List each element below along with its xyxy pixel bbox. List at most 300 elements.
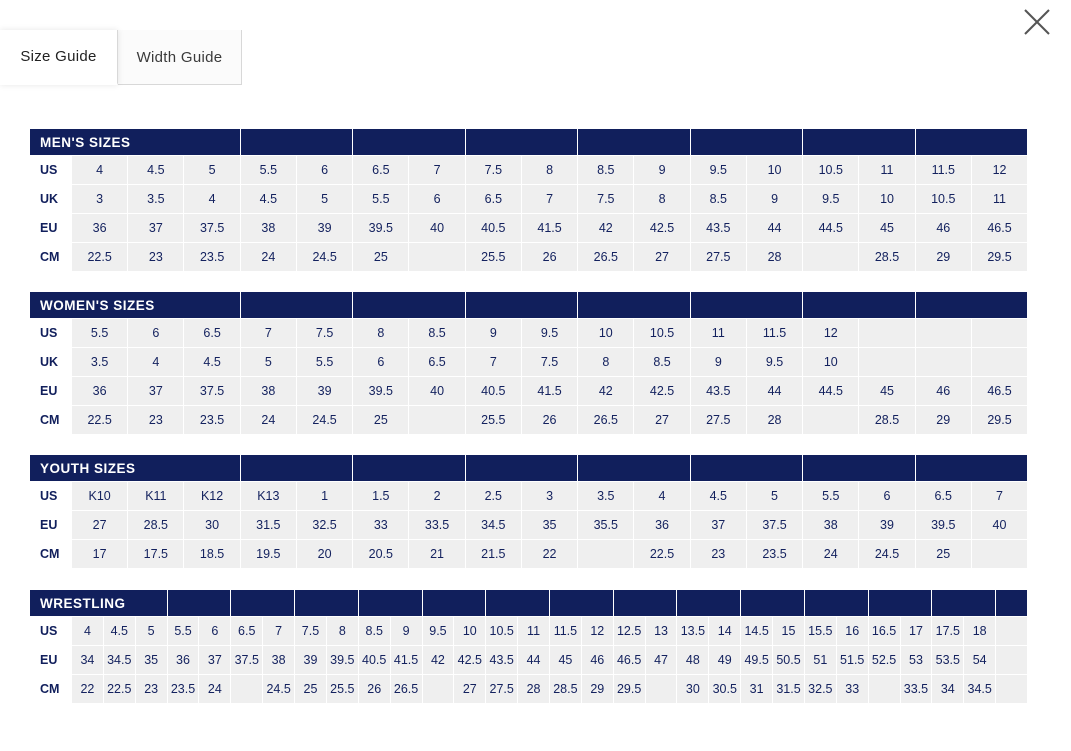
size-cell: 7 (521, 185, 577, 214)
size-cell: 4 (634, 482, 690, 511)
size-cell: 4.5 (240, 185, 296, 214)
size-cell: 45 (859, 214, 915, 243)
size-cell: 27.5 (690, 406, 746, 435)
size-cell: 37 (128, 214, 184, 243)
size-cell: 26 (521, 406, 577, 435)
size-cell (645, 675, 677, 704)
wrestling-sizes-body (30, 590, 1028, 704)
size-cell: 27.5 (690, 243, 746, 272)
table-row (30, 348, 1028, 377)
size-cell: 5.5 (353, 185, 409, 214)
table-header-cell (996, 590, 1028, 617)
size-cell: 42.5 (634, 377, 690, 406)
size-cell: 13 (645, 617, 677, 646)
row-label: UK (30, 185, 72, 214)
size-cell: 5.5 (167, 617, 199, 646)
size-cell: 40 (409, 377, 465, 406)
table-title: MEN'S SIZES (30, 129, 241, 156)
size-cell: 37.5 (746, 511, 802, 540)
size-cell: 10 (454, 617, 486, 646)
size-cell: 26.5 (578, 406, 634, 435)
size-cell: 34 (72, 646, 104, 675)
size-cell: 23.5 (184, 243, 240, 272)
size-cell: 9 (390, 617, 422, 646)
size-cell: 5.5 (296, 348, 352, 377)
size-cell: 22 (72, 675, 104, 704)
size-cell: 9 (634, 156, 690, 185)
size-cell: 7.5 (578, 185, 634, 214)
size-cell: 38 (803, 511, 859, 540)
table-header-cell (690, 455, 802, 482)
size-cell: 44.5 (803, 377, 859, 406)
size-cell: 31 (741, 675, 773, 704)
size-cell: 46.5 (971, 214, 1027, 243)
row-label: EU (30, 214, 72, 243)
size-cell: 11 (518, 617, 550, 646)
table-header-cell (465, 455, 577, 482)
size-cell: 43.5 (690, 377, 746, 406)
size-cell: 22 (521, 540, 577, 569)
table-header-row (30, 129, 1028, 156)
size-cell (996, 675, 1028, 704)
table-row (30, 646, 1028, 675)
table-header-cell (804, 590, 868, 617)
table-header-row (30, 455, 1028, 482)
size-cell: 8 (578, 348, 634, 377)
size-cell: 44.5 (803, 214, 859, 243)
size-cell: 23 (128, 243, 184, 272)
size-cell: 39.5 (353, 377, 409, 406)
size-cell: 8.5 (409, 319, 465, 348)
table-row (30, 185, 1028, 214)
table-row (30, 156, 1028, 185)
size-cell: 46 (915, 214, 971, 243)
size-cell: 30 (184, 511, 240, 540)
size-cell: 36 (634, 511, 690, 540)
size-cell: 5.5 (803, 482, 859, 511)
size-cell: 9.5 (746, 348, 802, 377)
size-cell: 37.5 (184, 214, 240, 243)
size-cell: 36 (167, 646, 199, 675)
size-cell: 48 (677, 646, 709, 675)
size-cell: 39 (295, 646, 327, 675)
size-cell: 26.5 (578, 243, 634, 272)
size-cell: 44 (746, 214, 802, 243)
size-cell: 5 (746, 482, 802, 511)
size-cell: 24.5 (296, 406, 352, 435)
size-cell: 23 (135, 675, 167, 704)
size-cell: 5 (296, 185, 352, 214)
size-cell: 26 (358, 675, 390, 704)
size-cell: 29 (581, 675, 613, 704)
size-cell: 7 (465, 348, 521, 377)
size-cell: 30.5 (709, 675, 741, 704)
table-header-cell (240, 129, 352, 156)
table-header-cell (915, 455, 1027, 482)
size-cell: 30 (677, 675, 709, 704)
size-cell: 37 (199, 646, 231, 675)
mens-sizes-body (30, 129, 1028, 272)
size-cell: 43.5 (486, 646, 518, 675)
size-cell: 35 (521, 511, 577, 540)
size-cell: 23.5 (167, 675, 199, 704)
size-cell: 28 (518, 675, 550, 704)
size-cell: 9.5 (422, 617, 454, 646)
size-cell: 16 (836, 617, 868, 646)
size-cell: 6 (353, 348, 409, 377)
table-row (30, 319, 1028, 348)
size-cell: 35.5 (578, 511, 634, 540)
size-cell: 6.5 (915, 482, 971, 511)
size-cell: 34.5 (103, 646, 135, 675)
table-header-cell (167, 590, 231, 617)
size-cell: 10.5 (634, 319, 690, 348)
size-cell: 11.5 (915, 156, 971, 185)
table-header-cell (868, 590, 932, 617)
table-header-cell (549, 590, 613, 617)
size-cell: 28 (746, 243, 802, 272)
size-cell: 7 (240, 319, 296, 348)
size-cell: 12.5 (613, 617, 645, 646)
size-cell: K11 (128, 482, 184, 511)
mens-sizes-table (29, 128, 1028, 272)
size-cell: 15 (773, 617, 805, 646)
size-cell: 6.5 (353, 156, 409, 185)
size-cell: 29.5 (971, 406, 1027, 435)
size-cell (971, 319, 1027, 348)
size-cell: 24 (803, 540, 859, 569)
size-cell: 33 (836, 675, 868, 704)
size-cell: K10 (72, 482, 128, 511)
size-cell: 31.5 (240, 511, 296, 540)
size-cell: 11 (971, 185, 1027, 214)
wrestling-sizes-table (29, 589, 1028, 704)
size-cell: 7.5 (296, 319, 352, 348)
table-row (30, 482, 1028, 511)
size-cell: 13.5 (677, 617, 709, 646)
table-header-cell (690, 292, 802, 319)
table-header-cell (578, 455, 690, 482)
size-cell: 9 (690, 348, 746, 377)
size-cell: 2 (409, 482, 465, 511)
size-cell (859, 319, 915, 348)
size-cell: 6 (128, 319, 184, 348)
size-cell: 42.5 (454, 646, 486, 675)
size-cell: 50.5 (773, 646, 805, 675)
size-cell (915, 348, 971, 377)
size-cell: 41.5 (521, 214, 577, 243)
size-cell: 3 (72, 185, 128, 214)
table-title: WOMEN'S SIZES (30, 292, 241, 319)
table-header-cell (803, 129, 915, 156)
size-cell: 42.5 (634, 214, 690, 243)
size-cell: 5.5 (240, 156, 296, 185)
size-cell: 22.5 (103, 675, 135, 704)
size-cell: 2.5 (465, 482, 521, 511)
size-cell: 47 (645, 646, 677, 675)
size-cell: 3 (521, 482, 577, 511)
size-cell: 9.5 (521, 319, 577, 348)
size-cell: 51.5 (836, 646, 868, 675)
size-cell: 40 (409, 214, 465, 243)
size-cell: 6.5 (184, 319, 240, 348)
size-cell (915, 319, 971, 348)
size-cell: 8 (521, 156, 577, 185)
size-cell: 46 (581, 646, 613, 675)
size-cell: 6 (296, 156, 352, 185)
table-header-cell (240, 292, 352, 319)
size-cell: 29.5 (613, 675, 645, 704)
size-cell: 6.5 (465, 185, 521, 214)
size-cell (409, 243, 465, 272)
row-label: US (30, 156, 72, 185)
size-cell: 8 (634, 185, 690, 214)
size-cell: 10.5 (915, 185, 971, 214)
table-header-row (30, 292, 1028, 319)
size-cell: 42 (422, 646, 454, 675)
size-cell: 39 (296, 214, 352, 243)
size-cell: 40.5 (465, 214, 521, 243)
size-cell: K12 (184, 482, 240, 511)
womens-sizes-body (30, 292, 1028, 435)
size-cell: 22.5 (72, 243, 128, 272)
table-header-cell (353, 129, 465, 156)
size-cell: 12 (581, 617, 613, 646)
size-cell: 8 (326, 617, 358, 646)
size-cell: 6 (859, 482, 915, 511)
table-header-cell (578, 129, 690, 156)
size-cell: 23 (690, 540, 746, 569)
row-label: EU (30, 646, 72, 675)
size-cell: 8 (353, 319, 409, 348)
size-cell (409, 406, 465, 435)
table-header-cell (741, 590, 805, 617)
size-cell: 23 (128, 406, 184, 435)
size-cell: 4.5 (184, 348, 240, 377)
size-cell: 5 (135, 617, 167, 646)
size-cell: 11.5 (549, 617, 581, 646)
size-cell: 23.5 (184, 406, 240, 435)
size-cell: 28.5 (549, 675, 581, 704)
size-cell: 24.5 (859, 540, 915, 569)
table-row (30, 243, 1028, 272)
table-header-cell (932, 590, 996, 617)
size-cell: 38 (240, 214, 296, 243)
size-cell: 9 (465, 319, 521, 348)
size-cell: 10 (578, 319, 634, 348)
size-cell: 11 (690, 319, 746, 348)
size-cell: 3.5 (72, 348, 128, 377)
size-cell: 27 (634, 406, 690, 435)
row-label: CM (30, 243, 72, 272)
size-cell: 17.5 (932, 617, 964, 646)
size-cell: 49 (709, 646, 741, 675)
size-cell: 6 (199, 617, 231, 646)
size-cell: 29.5 (971, 243, 1027, 272)
size-cell: 27 (454, 675, 486, 704)
tab-width-guide[interactable] (118, 30, 242, 85)
size-cell: 53 (900, 646, 932, 675)
size-cell: 9 (746, 185, 802, 214)
size-cell: 29 (915, 406, 971, 435)
size-cell: 4.5 (690, 482, 746, 511)
size-cell: 4 (184, 185, 240, 214)
size-cell: 37 (690, 511, 746, 540)
tab-size-guide-label: Size Guide (20, 48, 97, 65)
size-cell: 25 (353, 243, 409, 272)
size-cell: 33.5 (409, 511, 465, 540)
size-cell: 25 (915, 540, 971, 569)
table-header-cell (353, 455, 465, 482)
size-cell: 45 (859, 377, 915, 406)
table-header-cell (353, 292, 465, 319)
table-title: YOUTH SIZES (30, 455, 241, 482)
size-cell: 36 (72, 214, 128, 243)
size-cell: 1 (296, 482, 352, 511)
size-cell: 7 (263, 617, 295, 646)
size-cell (868, 675, 900, 704)
size-cell: 24 (240, 243, 296, 272)
row-label: US (30, 617, 72, 646)
size-cell: 46.5 (613, 646, 645, 675)
size-cell: 28 (746, 406, 802, 435)
row-label: CM (30, 406, 72, 435)
size-cell: 11.5 (746, 319, 802, 348)
size-cell (422, 675, 454, 704)
size-cell: 41.5 (390, 646, 422, 675)
size-cell: 51 (804, 646, 836, 675)
size-cell (996, 646, 1028, 675)
size-cell: 41.5 (521, 377, 577, 406)
size-cell: 37.5 (231, 646, 263, 675)
size-cell: 39 (859, 511, 915, 540)
youth-sizes-body (30, 455, 1028, 569)
size-cell: 17.5 (128, 540, 184, 569)
size-cell: 20 (296, 540, 352, 569)
size-cell: 33 (353, 511, 409, 540)
size-cell: 20.5 (353, 540, 409, 569)
size-cell: 24 (240, 406, 296, 435)
size-cell: 28.5 (128, 511, 184, 540)
size-cell: 44 (746, 377, 802, 406)
size-cell: 33.5 (900, 675, 932, 704)
size-cell: 9.5 (803, 185, 859, 214)
table-header-cell (613, 590, 677, 617)
table-row (30, 617, 1028, 646)
size-cell: 3.5 (128, 185, 184, 214)
tab-width-guide-label: Width Guide (136, 48, 223, 66)
table-row (30, 540, 1028, 569)
size-cell: 5 (240, 348, 296, 377)
size-cell: 39.5 (915, 511, 971, 540)
row-label: EU (30, 377, 72, 406)
tab-bar (0, 30, 1071, 86)
size-cell: 40.5 (358, 646, 390, 675)
table-header-cell (915, 292, 1027, 319)
size-cell (803, 406, 859, 435)
size-cell: 24.5 (263, 675, 295, 704)
size-cell: 25.5 (465, 243, 521, 272)
size-cell: 32.5 (296, 511, 352, 540)
size-cell: 25.5 (326, 675, 358, 704)
table-title: WRESTLING (30, 590, 168, 617)
youth-sizes-table (29, 454, 1028, 569)
size-cell: 25 (295, 675, 327, 704)
size-cell: 46 (915, 377, 971, 406)
table-header-cell (690, 129, 802, 156)
size-cell: 27 (634, 243, 690, 272)
size-cell: 45 (549, 646, 581, 675)
size-cell: 49.5 (741, 646, 773, 675)
size-cell: 39.5 (353, 214, 409, 243)
size-cell: 54 (964, 646, 996, 675)
size-cell: 11 (859, 156, 915, 185)
size-cell: 6.5 (409, 348, 465, 377)
size-cell: 5 (184, 156, 240, 185)
table-header-cell (358, 590, 422, 617)
size-cell: 4.5 (103, 617, 135, 646)
size-cell: 1.5 (353, 482, 409, 511)
size-cell: 6.5 (231, 617, 263, 646)
size-cell: 43.5 (690, 214, 746, 243)
size-cell: 25.5 (465, 406, 521, 435)
size-cell: 39.5 (326, 646, 358, 675)
size-cell: 37 (128, 377, 184, 406)
size-cell: 39 (296, 377, 352, 406)
row-label: CM (30, 675, 72, 704)
size-cell (803, 243, 859, 272)
table-header-cell (231, 590, 295, 617)
size-cell: 42 (578, 377, 634, 406)
size-cell: 31.5 (773, 675, 805, 704)
size-cell: 36 (72, 377, 128, 406)
row-label: US (30, 319, 72, 348)
size-cell: 40.5 (465, 377, 521, 406)
size-cell: 7 (971, 482, 1027, 511)
size-cell: 10.5 (486, 617, 518, 646)
row-label: UK (30, 348, 72, 377)
size-cell: 21 (409, 540, 465, 569)
size-cell: 46.5 (971, 377, 1027, 406)
table-row (30, 511, 1028, 540)
size-cell: 53.5 (932, 646, 964, 675)
size-cell (231, 675, 263, 704)
size-cell: 27 (72, 511, 128, 540)
table-row (30, 377, 1028, 406)
size-cell: 3.5 (578, 482, 634, 511)
table-header-row (30, 590, 1028, 617)
size-cell (996, 617, 1028, 646)
size-cell: 8.5 (358, 617, 390, 646)
size-cell: 18 (964, 617, 996, 646)
tab-size-guide[interactable] (0, 30, 118, 85)
size-cell: 32.5 (804, 675, 836, 704)
size-cell: 7 (409, 156, 465, 185)
size-cell: 40 (971, 511, 1027, 540)
size-cell: 8.5 (578, 156, 634, 185)
size-cell: 10 (803, 348, 859, 377)
size-cell: 37.5 (184, 377, 240, 406)
table-header-cell (578, 292, 690, 319)
table-header-cell (465, 292, 577, 319)
size-cell: 16.5 (868, 617, 900, 646)
size-cell: 21.5 (465, 540, 521, 569)
size-cell: 10 (859, 185, 915, 214)
size-cell: 34.5 (964, 675, 996, 704)
table-header-cell (803, 455, 915, 482)
size-cell: 10.5 (803, 156, 859, 185)
size-cell: 34.5 (465, 511, 521, 540)
